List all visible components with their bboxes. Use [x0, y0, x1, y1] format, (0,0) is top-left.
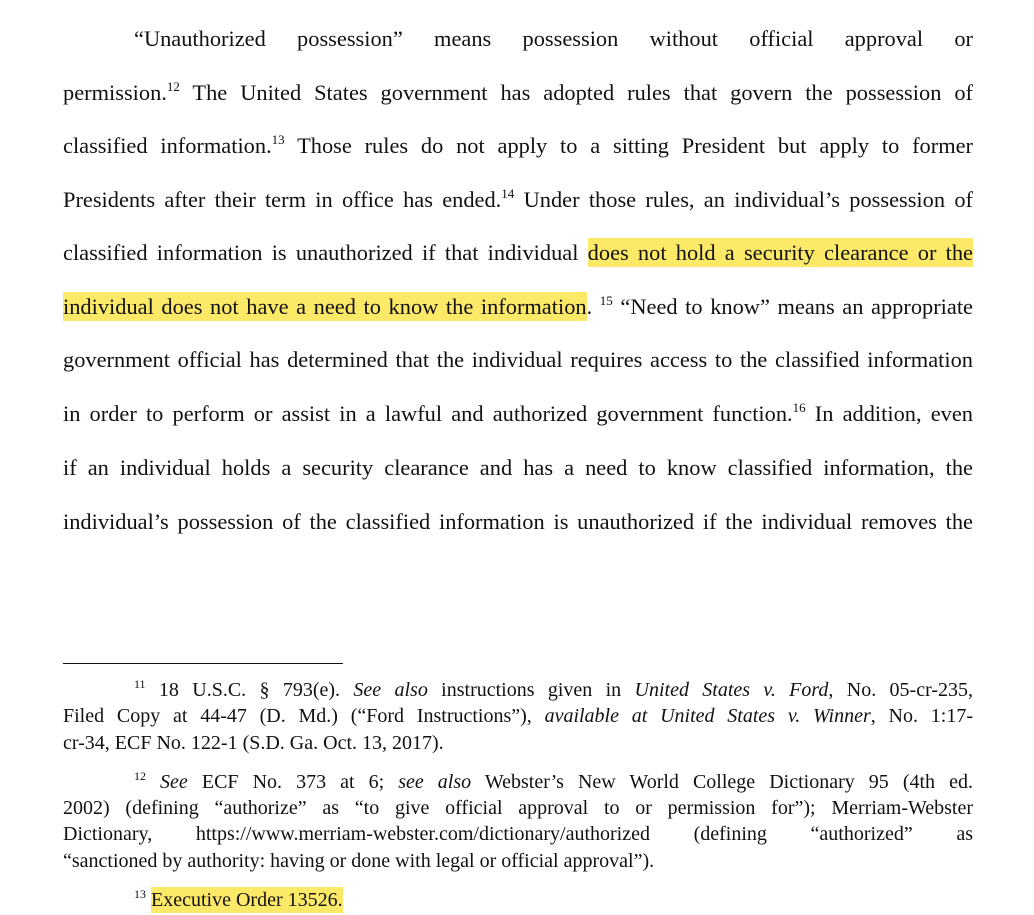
body-line-8: in order to perform or assist in a lawful and authorized government function.$^{16}$ In addition, even — [63, 400, 973, 426]
footnote-11-line-3: cr-34, ECF No. 122-1 (S.D. Ga. Oct. 13, 2017). — [63, 732, 444, 754]
footnote-12-line-4: “sanctioned by authority: having or done with legal or official approval”). — [63, 850, 655, 872]
footnote-ref-15[interactable]: 15 — [599, 293, 613, 308]
body-line-7: government official has determined that the individual requires access to the classified information — [63, 347, 973, 372]
body-line-5: classified information is unauthorized if that individual does not hold a security clearance or the — [63, 240, 973, 265]
body-line-2: permission.$^{12}$ The United States government has adopted rules that govern the possession of — [63, 79, 973, 105]
footnote-11: $^{11}$ 18 U.S.C. § 793(e). See also instructions given in United States v. Ford, No. 05-cr-235, — [134, 677, 974, 701]
highlighted-text: does not hold a security clearance or the — [587, 240, 973, 265]
footnote-12: $^{12}$ See ECF No. 373 at 6; see also Webster’s New World College Dictionary 95 (4th ed. — [134, 769, 973, 793]
footnote-ref-14[interactable]: 14 — [501, 186, 515, 201]
body-line-4: Presidents after their term in office has ended.$^{14}$ Under those rules, an individual’s possession of — [63, 186, 973, 212]
body-line-1: “Unauthorized possession” means possession without official approval or — [134, 26, 973, 51]
footnote-12-line-3: Dictionary, https://www.merriam-webster.com/dictionary/authorized (defining “authorized” as — [63, 823, 973, 845]
footnote-ref-13[interactable]: 13 — [271, 132, 285, 147]
body-line-10: individual’s possession of the classified information is unauthorized if the individual removes the — [63, 509, 973, 534]
footnote-separator — [63, 663, 343, 664]
footnote-ref-16[interactable]: 16 — [792, 400, 806, 415]
body-line-3: classified information.$^{13}$ Those rules do not apply to a sitting President but apply to former — [63, 132, 974, 158]
body-line-6: individual does not have a need to know the information. $^{15}$ “Need to know” means an appropriate — [63, 293, 973, 319]
highlighted-text: Executive Order 13526. — [151, 889, 343, 911]
footnote-12-line-2: 2002) (defining “authorize” as “to give official approval to or permission for”); Merriam-Webster — [63, 797, 973, 819]
footnote-13: $^{13}$ Executive Order 13526. — [134, 887, 343, 911]
highlighted-text: individual does not have a need to know the information — [63, 294, 587, 319]
body-line-9: if an individual holds a security clearance and has a need to know classified information, the — [63, 455, 973, 480]
footnote-11-line-2: Filed Copy at 44-47 (D. Md.) (“Ford Instructions”), available at United States v. Winner, No. 1:17- — [63, 705, 973, 727]
footnote-ref-12[interactable]: 12 — [166, 79, 180, 94]
